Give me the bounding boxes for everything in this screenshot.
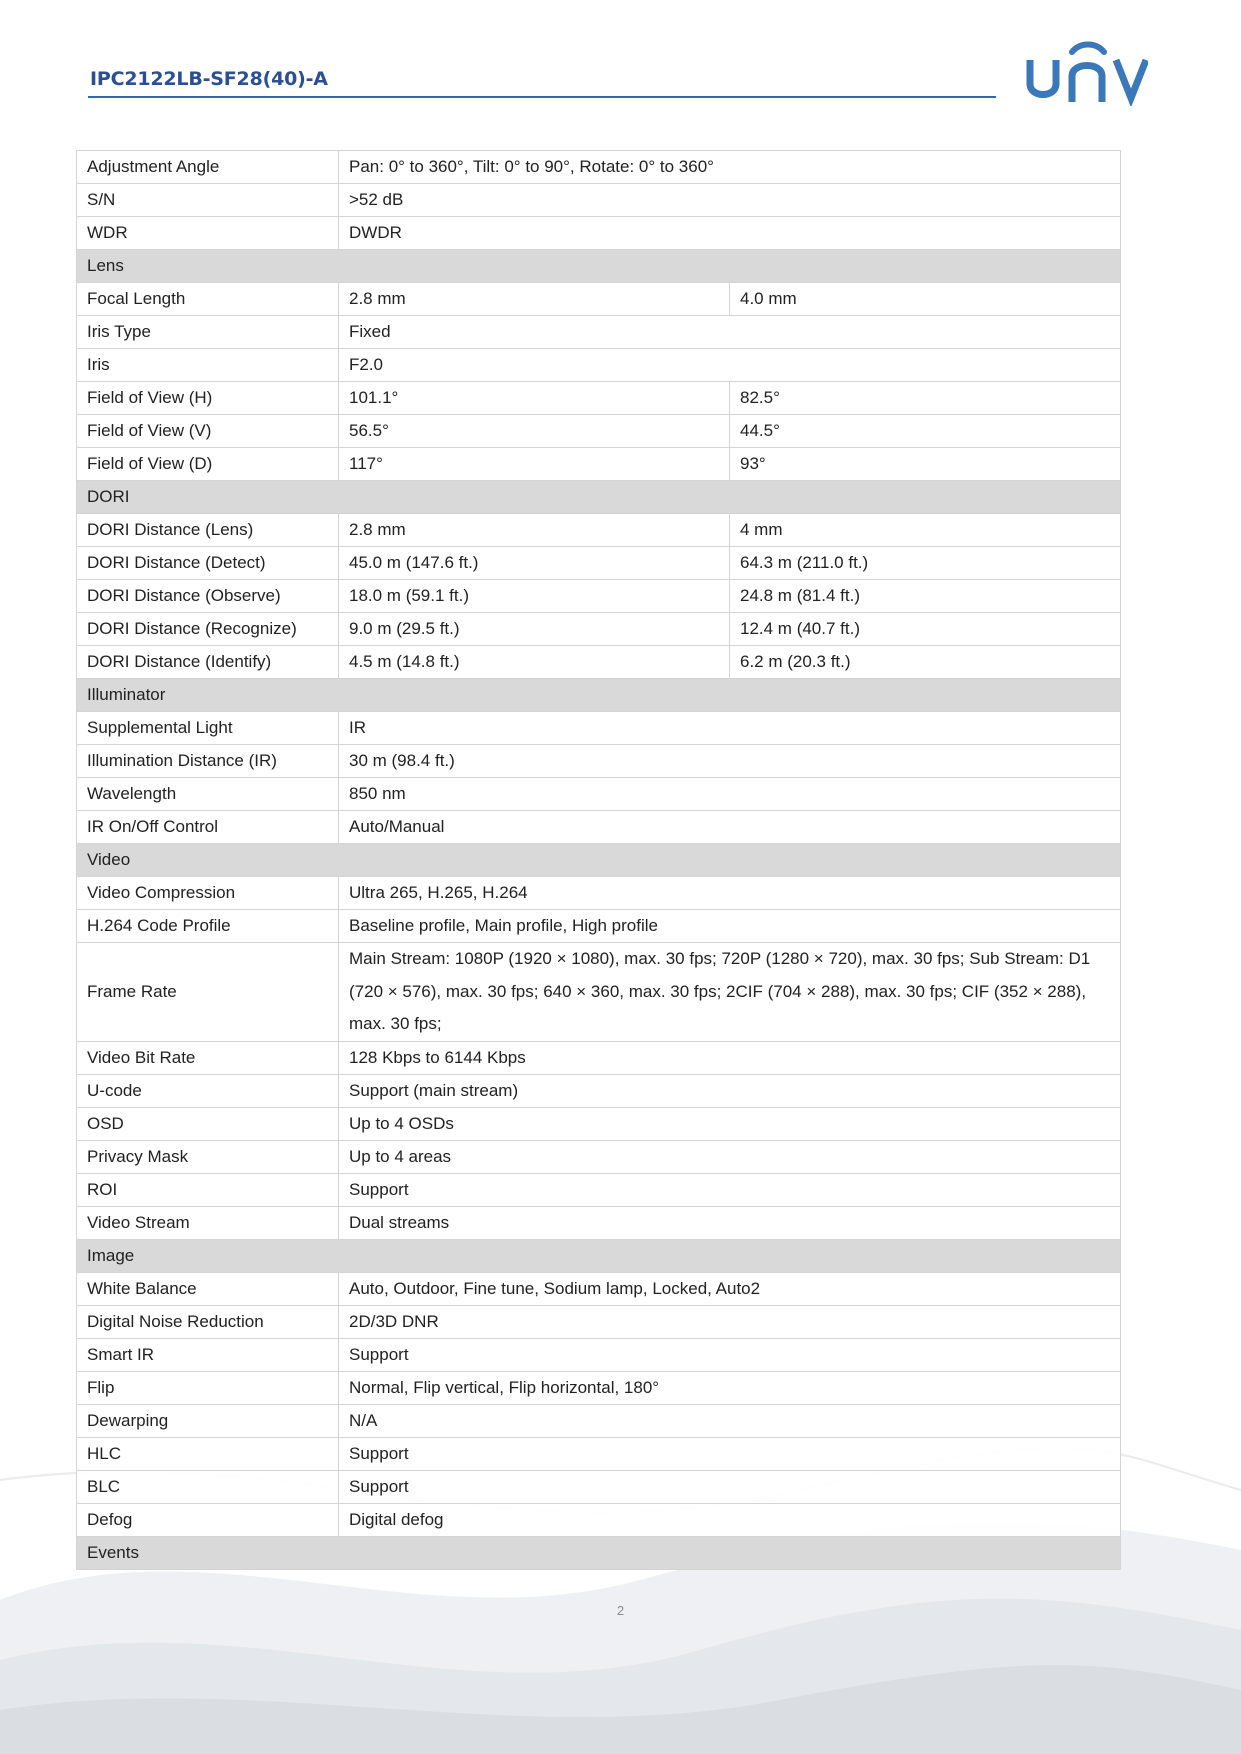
spec-value: Support — [339, 1437, 1121, 1470]
spec-value: 2D/3D DNR — [339, 1305, 1121, 1338]
spec-row — [77, 184, 1121, 217]
section-title: Image — [77, 1239, 1121, 1272]
spec-row — [77, 745, 1121, 778]
spec-value: Auto, Outdoor, Fine tune, Sodium lamp, Locked, Auto2 — [339, 1272, 1121, 1305]
spec-label: White Balance — [77, 1272, 339, 1305]
spec-row — [77, 1206, 1121, 1239]
section-header-row — [77, 844, 1121, 877]
spec-label: Frame Rate — [77, 943, 339, 1042]
spec-value: Pan: 0° to 360°, Tilt: 0° to 90°, Rotate: 0° to 360° — [339, 151, 1121, 184]
spec-value: Support — [339, 1470, 1121, 1503]
spec-value: 93° — [730, 448, 1121, 481]
spec-value: 9.0 m (29.5 ft.) — [339, 613, 730, 646]
spec-label: OSD — [77, 1107, 339, 1140]
spec-value: 4.5 m (14.8 ft.) — [339, 646, 730, 679]
spec-row — [77, 514, 1121, 547]
section-title: Events — [77, 1536, 1121, 1569]
spec-value: Up to 4 OSDs — [339, 1107, 1121, 1140]
section-header-row — [77, 1536, 1121, 1569]
spec-label: H.264 Code Profile — [77, 910, 339, 943]
section-title: Lens — [77, 250, 1121, 283]
spec-value: 12.4 m (40.7 ft.) — [730, 613, 1121, 646]
spec-value: 2.8 mm — [339, 283, 730, 316]
spec-value: Normal, Flip vertical, Flip horizontal, 180° — [339, 1371, 1121, 1404]
spec-row — [77, 1404, 1121, 1437]
spec-label: HLC — [77, 1437, 339, 1470]
spec-row — [77, 283, 1121, 316]
spec-value: Main Stream: 1080P (1920 × 1080), max. 30 fps; 720P (1280 × 720), max. 30 fps; Sub Stream: D1 (720 × 576), max. 30 fps; 640 × 360, max. 30 fps; 2CIF (704 × 288), max. 30 fps; CIF (352 × 288), max. 30 fps; — [339, 943, 1121, 1042]
spec-row — [77, 316, 1121, 349]
spec-value: 64.3 m (211.0 ft.) — [730, 547, 1121, 580]
spec-value: N/A — [339, 1404, 1121, 1437]
spec-label: Smart IR — [77, 1338, 339, 1371]
spec-value: F2.0 — [339, 349, 1121, 382]
spec-value: Support (main stream) — [339, 1074, 1121, 1107]
spec-value: 101.1° — [339, 382, 730, 415]
spec-row — [77, 877, 1121, 910]
spec-label: Focal Length — [77, 283, 339, 316]
spec-value: Auto/Manual — [339, 811, 1121, 844]
spec-row — [77, 943, 1121, 1042]
spec-value: 6.2 m (20.3 ft.) — [730, 646, 1121, 679]
spec-label: DORI Distance (Identify) — [77, 646, 339, 679]
section-header-row — [77, 481, 1121, 514]
spec-row — [77, 811, 1121, 844]
spec-label: Video Bit Rate — [77, 1041, 339, 1074]
spec-value: >52 dB — [339, 184, 1121, 217]
spec-label: Privacy Mask — [77, 1140, 339, 1173]
spec-label: Wavelength — [77, 778, 339, 811]
spec-row — [77, 1272, 1121, 1305]
spec-label: Iris — [77, 349, 339, 382]
spec-row — [77, 646, 1121, 679]
spec-value: 82.5° — [730, 382, 1121, 415]
spec-value: 24.8 m (81.4 ft.) — [730, 580, 1121, 613]
unv-logo — [1026, 40, 1148, 106]
specification-table — [76, 150, 1121, 1570]
section-header-row — [77, 679, 1121, 712]
spec-label: Digital Noise Reduction — [77, 1305, 339, 1338]
spec-value: 117° — [339, 448, 730, 481]
spec-row — [77, 1503, 1121, 1536]
spec-label: WDR — [77, 217, 339, 250]
spec-value: Fixed — [339, 316, 1121, 349]
section-header-row — [77, 1239, 1121, 1272]
spec-row — [77, 1305, 1121, 1338]
spec-row — [77, 415, 1121, 448]
spec-value: Digital defog — [339, 1503, 1121, 1536]
section-header-row — [77, 250, 1121, 283]
spec-label: BLC — [77, 1470, 339, 1503]
spec-label: Flip — [77, 1371, 339, 1404]
header-divider — [88, 96, 996, 98]
spec-row — [77, 151, 1121, 184]
spec-row — [77, 1074, 1121, 1107]
spec-value: Baseline profile, Main profile, High profile — [339, 910, 1121, 943]
spec-value: DWDR — [339, 217, 1121, 250]
spec-value: 4 mm — [730, 514, 1121, 547]
spec-value: IR — [339, 712, 1121, 745]
section-title: Video — [77, 844, 1121, 877]
spec-row — [77, 1371, 1121, 1404]
spec-label: Field of View (D) — [77, 448, 339, 481]
spec-value: 56.5° — [339, 415, 730, 448]
spec-label: DORI Distance (Detect) — [77, 547, 339, 580]
spec-value: 850 nm — [339, 778, 1121, 811]
spec-value: 30 m (98.4 ft.) — [339, 745, 1121, 778]
spec-row — [77, 1437, 1121, 1470]
spec-label: Dewarping — [77, 1404, 339, 1437]
spec-row — [77, 547, 1121, 580]
spec-row — [77, 448, 1121, 481]
spec-label: S/N — [77, 184, 339, 217]
spec-row — [77, 349, 1121, 382]
spec-label: IR On/Off Control — [77, 811, 339, 844]
spec-label: Supplemental Light — [77, 712, 339, 745]
spec-value: 4.0 mm — [730, 283, 1121, 316]
spec-label: DORI Distance (Lens) — [77, 514, 339, 547]
spec-row — [77, 580, 1121, 613]
spec-row — [77, 217, 1121, 250]
spec-label: Video Compression — [77, 877, 339, 910]
spec-label: Illumination Distance (IR) — [77, 745, 339, 778]
product-model-title: IPC2122LB-SF28(40)-A — [90, 68, 328, 90]
spec-value: 128 Kbps to 6144 Kbps — [339, 1041, 1121, 1074]
section-title: DORI — [77, 481, 1121, 514]
spec-label: DORI Distance (Recognize) — [77, 613, 339, 646]
spec-row — [77, 1173, 1121, 1206]
spec-row — [77, 1107, 1121, 1140]
spec-row — [77, 712, 1121, 745]
spec-label: U-code — [77, 1074, 339, 1107]
spec-row — [77, 613, 1121, 646]
page-number: 2 — [616, 1603, 625, 1618]
spec-label: Defog — [77, 1503, 339, 1536]
spec-value: 45.0 m (147.6 ft.) — [339, 547, 730, 580]
spec-label: Field of View (V) — [77, 415, 339, 448]
spec-row — [77, 1041, 1121, 1074]
spec-value: 18.0 m (59.1 ft.) — [339, 580, 730, 613]
spec-value: Support — [339, 1338, 1121, 1371]
spec-label: Video Stream — [77, 1206, 339, 1239]
spec-value: 44.5° — [730, 415, 1121, 448]
spec-label: Adjustment Angle — [77, 151, 339, 184]
section-title: Illuminator — [77, 679, 1121, 712]
spec-value: Support — [339, 1173, 1121, 1206]
spec-value: Ultra 265, H.265, H.264 — [339, 877, 1121, 910]
spec-row — [77, 1338, 1121, 1371]
spec-value: Up to 4 areas — [339, 1140, 1121, 1173]
spec-row — [77, 382, 1121, 415]
spec-row — [77, 1470, 1121, 1503]
spec-row — [77, 1140, 1121, 1173]
spec-value: 2.8 mm — [339, 514, 730, 547]
spec-value: Dual streams — [339, 1206, 1121, 1239]
spec-label: ROI — [77, 1173, 339, 1206]
spec-label: Iris Type — [77, 316, 339, 349]
spec-label: DORI Distance (Observe) — [77, 580, 339, 613]
spec-row — [77, 910, 1121, 943]
spec-label: Field of View (H) — [77, 382, 339, 415]
spec-row — [77, 778, 1121, 811]
